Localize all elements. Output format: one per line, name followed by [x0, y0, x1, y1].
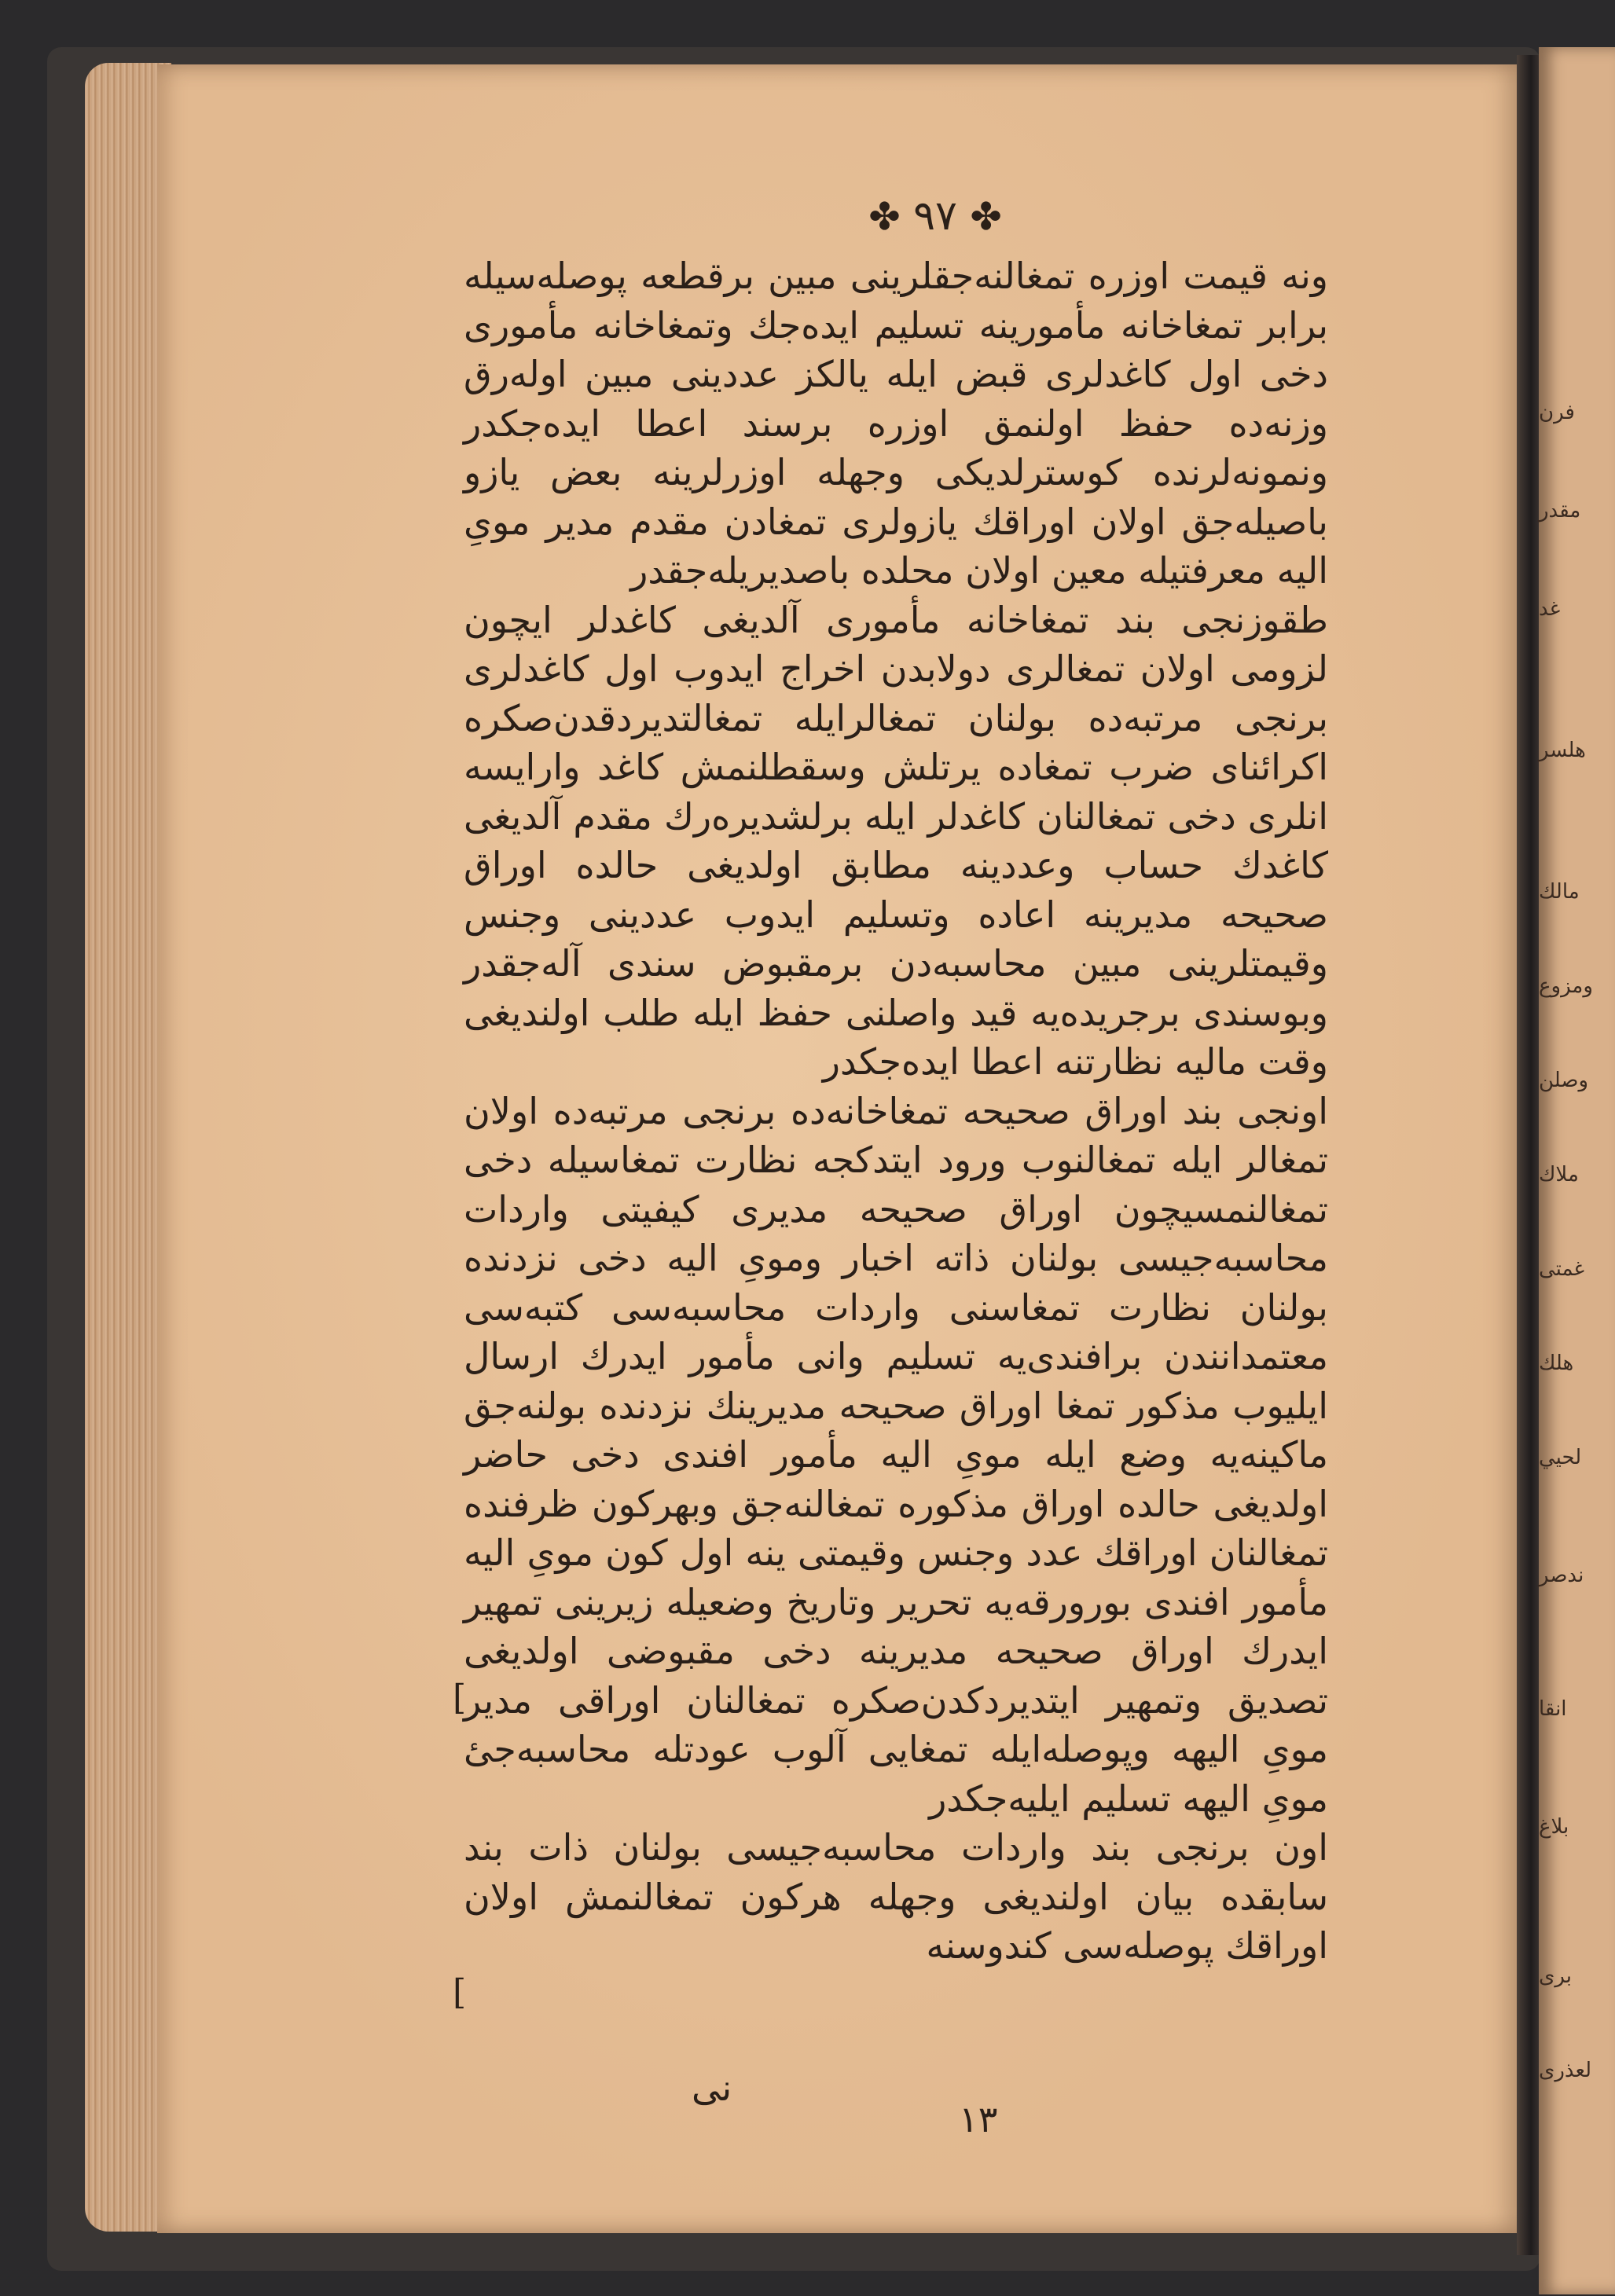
adjacent-text: ندصر	[1539, 1564, 1584, 1587]
adjacent-page	[1539, 47, 1615, 2294]
signature-mark: ۱۳	[959, 2098, 998, 2140]
page-number	[833, 189, 1037, 244]
adjacent-text: انقا	[1539, 1697, 1567, 1721]
adjacent-text: ومزوع	[1539, 974, 1593, 998]
adjacent-text: هلسر	[1539, 739, 1586, 762]
adjacent-text: لعذری	[1539, 2059, 1592, 2082]
adjacent-text: بری	[1539, 1964, 1572, 1988]
paragraph-4: اون برنجی بند واردات محاسبه‌جيسی بولنان ذات بند سابقده بيان اولنديغی وجهله هركون تمغالنمش اولان اوراقك پوصله‌سی كندوسنه	[464, 1826, 1328, 1967]
page-footer	[472, 2067, 1336, 2153]
page-number-text: ۹۷	[913, 193, 957, 240]
adjacent-text: مالك	[1539, 880, 1580, 904]
margin-bracket: [	[453, 1972, 467, 2012]
adjacent-text: بلاغ	[1539, 1815, 1569, 1839]
paragraph-1: ونه قيمت اوزره تمغالنه‌جقلرينی مبين برقطعه پوصله‌سيله برابر تمغاخانه مأمورينه تسليم ايده‌جك وتمغاخانه مأموری دخی اول كاغدلری قبض ايله يالكز عددينی مبين اوله‌رق وزنه‌ده حفظ اولنمق اوزره برسند اعطا ايده‌جكدر ونمونه‌لرنده كوسترلديكی وجهله اوزرلرينه بعض يازو باصيله‌جق اولان اوراقك يازولری تمغادن مقدم مدير موىِ اليه معرفتيله معين اولان محلده باصديريله‌جقدر	[464, 255, 1328, 592]
sheet-number: نی	[692, 2067, 732, 2109]
paragraph-3: اونجی بند اوراق صحيحه تمغاخانه‌ده برنجی مرتبه‌ده اولان تمغالر ايله تمغالنوب ورود ايتدكجه نظارت تمغاسيله دخی تمغالنمسيچون اوراق صحيحه مديری كيفيتی واردات محاسبه‌جيسی بولنان ذاته اخبار وموىِ اليه دخی نزدنده بولنان نظارت تمغاسنی واردات محاسبه‌سی كتبه‌سی معتمدانندن برافندی‌يه تسليم وانی مأمور ايدرك ارسال ايليوب مذكور تمغا اوراق صحيحه مديرينك نزدنده بولنه‌جق ماكينه‌يه وضع ايله موىِ اليه مأمور افندی دخی حاضر اولديغی حالده اوراق مذكوره تمغالنه‌جق وبهركون ظرفنده تمغالنان اوراقك عدد وجنس وقيمتی ينه اول كون موىِ اليه مأمور افندی بورورقه‌يه تحرير وتاريخ وضعيله زيرينی تمهير ايدرك اوراق صحيحه مديرينه دخی مقبوضی اولديغی تصديق وتمهير ايتديردكدن‌صكره تمغالنان اوراقی مدير موىِ اليهه وپوصله‌ايله تمغايی آلوب عودتله محاسبه‌جیٔ موىِ اليهه تسليم ايليه‌جكدر	[464, 1089, 1328, 1820]
adjacent-text: غد	[1539, 597, 1561, 621]
book-gutter	[1517, 55, 1540, 2255]
paragraph-2: طقوزنجی بند تمغاخانه مأموری آلديغی كاغدلر ايچون لزومی اولان تمغالری دولابدن اخراج ايدوب اول كاغدلری برنجی مرتبه‌ده بولنان تمغالرايله تمغالتديردقدن‌صكره اكرائنای ضرب تمغاده يرتلش وسقطلنمش كاغد وارايسه انلری دخی تمغالنان كاغدلر ايله برلشديره‌رك مقدم آلديغی كاغدك حساب وعددينه مطابق اولديغی حالده اوراق صحيحه مديرينه اعاده وتسليم ايدوب عددينی وجنس وقيمتلرينی مبين محاسبه‌دن برمقبوض سندی آله‌جقدر وبوسندی برجريده‌يه قيد واصلنی حفظ ايله طلب اولنديغی وقت ماليه نظارتنه اعطا ايده‌جكدر	[464, 598, 1328, 1083]
adjacent-text: مقدر	[1539, 499, 1581, 523]
ornament-right-icon: ✤	[970, 195, 1002, 239]
adjacent-text: فرن	[1539, 401, 1575, 424]
adjacent-text: غمتی	[1539, 1257, 1585, 1281]
adjacent-text: لحيي	[1539, 1446, 1582, 1469]
adjacent-text: وصلن	[1539, 1069, 1589, 1092]
ornament-left-icon: ✤	[868, 195, 901, 239]
body-text	[464, 251, 1328, 1971]
adjacent-text: هلك	[1539, 1352, 1574, 1375]
adjacent-text: ملاك	[1539, 1163, 1579, 1187]
margin-bracket: [	[453, 1678, 467, 1718]
